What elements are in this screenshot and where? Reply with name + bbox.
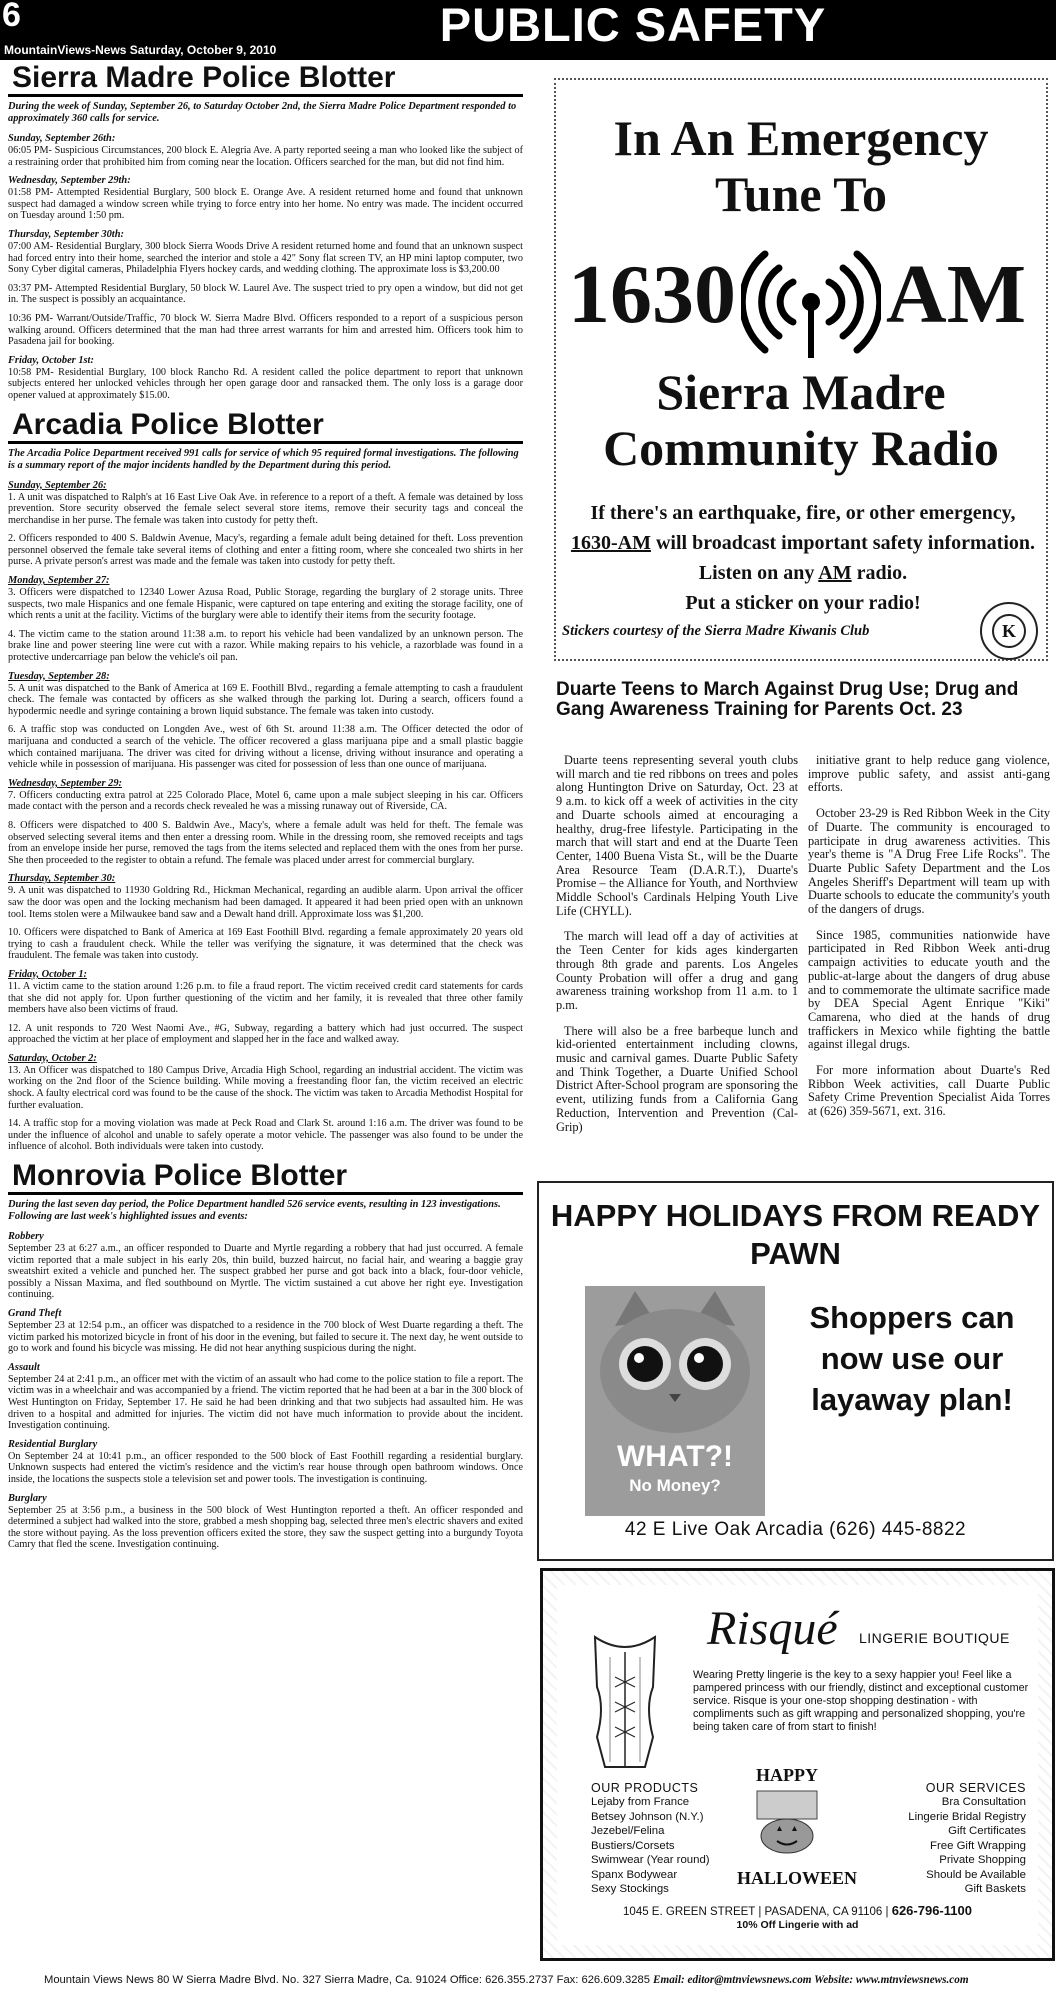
blotter-entry: 4. The victim came to the station around 11:38 a.m. to report his vehicle had been vandalized by an unknown person. The brake line and power steering line were cut with a razor. While making repairs to his vehicle, a razorblade was found in a protective undercarriage pan below the vehicle's oil pan. [8,628,523,664]
blotter-entry: 11. A victim came to the station around 1:26 p.m. to file a fraud report. The victim received credit card statements for cards that she did not apply for. Upon further questioning of the victim and her family, it is revealed that three other family members have also been victims of fraud. [8,980,523,1016]
blotter-entry: 10:36 PM- Warrant/Outside/Traffic, 70 block W. Sierra Madre Blvd. Officers responded to a report of a suspicious person walking around. Officers determined that the man had three arrest warrants for him and arrested him. Officers took him to Pasadena jail for booking. [8,312,523,348]
day-heading: Monday, September 27: [8,575,110,587]
corset-icon [575,1627,675,1777]
blotter-entry: 10:58 PM- Residential Burglary, 100 block Rancho Rd. A resident called the police department to report that unknown subjects entered her unlocked vehicles through her open garage door and ransacked them. The only loss is a garage door opener valued at approximately $15.00. [8,366,523,401]
monrovia-title: Monrovia Police Blotter [8,1160,523,1195]
product-item: Betsey Johnson (N.Y.) [591,1810,704,1823]
blotter-entry: September 23 at 12:54 p.m., an officer was dispatched to a residence in the 700 block of West Duarte regarding a theft. The victim parked his motorized bicycle in front of his door in the evening, but failed to secure it. The next day, he went outside to go to work and found his bicycle was missing. He did not hear anything suspicious during the night. [8,1320,523,1355]
product-item: Swimwear (Year round) [591,1854,710,1866]
article-paragraph: October 23-29 is Red Ribbon Week in the City of Duarte. The community is encouraged to participate in drug awareness activities. This year's theme is "A Drug Free Life Rocks". The Duarte Public Safety Department and the Los Angeles Sheriff's Department will team up with Duarte schools to educate the community's youth of the dangers of drugs. [808,806,1050,917]
products-list [591,1781,710,1897]
radio-tower-icon [741,242,881,362]
message-part: If there's an earthquake, fire, or other emergency, [590,502,1016,524]
day-heading: Wednesday, September 29: [8,777,122,789]
risque-address [557,1903,1038,1918]
risque-phone: 626-796-1100 [891,1903,972,1918]
blotter-entry: September 24 at 2:41 p.m., an officer met with the victim of an assault who had come to the police station to file a report. The victim was in a wheelchair and was accompanied by a friend. The victim reported that he had been at a bar in the 300 block of West Huntington on Friday, September 17. He said he had been drinking and that two subjects had assaulted him. He was driven to a hospital and admitted for injuries. The victim did not have much information to provide about the incident. Investigation continuing. [8,1373,523,1432]
dateline: MountainViews-News Saturday, October 9, 2010 [4,43,277,57]
blotter-entry: 03:37 PM- Attempted Residential Burglary, 50 block W. Laurel Ave. The suspect tried to pry open a window, but did not get in. The suspect is possibly an acquaintance. [8,282,523,306]
cat-caption-what: WHAT?! [616,1440,734,1473]
monrovia-blotter [8,1160,523,1551]
article-paragraph: For more information about Duarte's Red Ribbon Week activities, call Duarte Public Safety Crime Prevention Specialist Aida Torres at (626) 359-5671, ext. 316. [808,1063,1050,1119]
halloween-text: HALLOWEEN [737,1868,858,1888]
risque-logo: Risqué [707,1602,838,1655]
radio-ad-line1: In An Emergency [613,110,989,166]
blotter-entry: 12. A unit responds to 720 West Naomi Ave., #G, Subway, regarding a battery which had just occurred. The suspect approached the victim at her place of employment and slapped her in the face and walked away. [8,1022,523,1046]
risque-lingerie-ad [540,1568,1055,1961]
service-item: Gift Baskets [964,1883,1026,1895]
page-footer [0,1974,1056,1986]
services-heading: OUR SERVICES [925,1781,1026,1795]
incident-heading: Burglary [8,1492,47,1504]
cat-face-icon [585,1286,765,1436]
arcadia-intro: The Arcadia Police Department received 991 calls for service of which 95 required formal investigations. The following is a summary report of the major incidents handled by the Department during this period. [8,447,519,471]
sticker-credit: Stickers courtesy of the Sierra Madre Kiwanis Club [562,623,870,639]
pawn-address: 42 E Live Oak Arcadia (626) 445-8822 [624,1519,967,1540]
happy-text: HAPPY [756,1765,818,1785]
blotter-entry: 5. A unit was dispatched to the Bank of America at 169 E. Foothill Blvd., regarding a female attempting to cash a fraudulent check. The female was contacted by officers as she walked through the parking lot. During a search, officers found a hypodermic needle and syringe containing a brown liquid substance. The female was taken into custody. [8,682,523,717]
footer-contact: Email: editor@mtnviewsnews.com Website: www.mtnviewsnews.com [653,1974,969,1986]
radio-ad-message [566,498,1040,618]
blotter-entry: 10. Officers were dispatched to Bank of America at 169 East Foothill Blvd. regarding a female approximately 20 years old trying to cash a fraudulent check. While the teller was verifying the signature, it was determined that the check was fraudulent. The female was taken into custody. [8,927,523,962]
day-heading: Saturday, October 2: [8,1052,97,1064]
risque-discount: 10% Off Lingerie with ad [736,1919,859,1931]
article-paragraph: The march will lead off a day of activities at the Teen Center for kids ages kindergarten through 8th grade and parents. Los Angeles County Probation will offer a drug and gang awareness training workshop from 11 a.m. to 1 p.m. [556,929,798,1012]
radio-frequency: 1630 [568,248,736,341]
radio-band: AM [886,248,1026,341]
article-paragraph: Since 1985, communities nationwide have participated in Red Ribbon Week anti-drug campaign activities to educate youth and the public-at-large about the dangers of drug abuse and to commemorate the ultimate sacrifice made by DEA Special Agent Enrique "Kiki" Camarena, who died at the hands of drug traffickers in Mexico while fighting the battle against illegal drugs. [808,927,1050,1052]
duarte-column-1 [556,754,798,1146]
blotter-entry: 14. A traffic stop for a moving violation was made at Peck Road and Clark St. around 1:16 a.m. The driver was found to be under the influence of alcohol and unable to safely operate a motor vehicle. The passenger was also found to be under the influence of alcohol. Both individuals were taken into custody. [8,1118,523,1153]
kiwanis-letter: K [992,614,1026,648]
section-title: PUBLIC SAFETY [439,0,827,51]
product-item: Lejaby from France [591,1796,690,1808]
incident-heading: Grand Theft [8,1308,62,1319]
sierra-madre-title: Sierra Madre Police Blotter [8,62,523,97]
risque-street: 1045 E. GREEN STREET | PASADENA, CA 91106 | [623,1906,892,1918]
blotter-entry: 9. A unit was dispatched to 11930 Goldring Rd., Hickman Mechanical, regarding an audible alarm. Upon arrival the officer saw the door was open and the locking mechanism had been damaged. It appeared it had been pried open with an unknown tool. Items stolen were a Milwaukee band saw and a Dewalt hand drill. Approximate loss was $1,200. [8,885,523,920]
service-item: Should be Available [926,1868,1026,1881]
cat-caption-money: No Money? [629,1476,721,1495]
pawn-ad-title: HAPPY HOLIDAYS FROM READY PAWN [550,1198,1041,1271]
message-part: radio. [851,562,908,584]
service-item: Bra Consultation [941,1796,1026,1808]
masthead [0,0,1056,60]
left-column [8,62,523,1558]
pumpkin-icon [747,1786,827,1856]
risque-ad-body [557,1585,1038,1945]
arcadia-title: Arcadia Police Blotter [8,409,523,444]
service-item: Free Gift Wrapping [929,1839,1026,1852]
article-paragraph: initiative grant to help reduce gang violence, improve public safety, and assist anti-gang efforts. [808,753,1050,795]
article-paragraph: Duarte teens representing several youth clubs will march and tie red ribbons on trees and poles along Huntington Drive on Saturday, Oct. 23 at 9 a.m. to kick off a week of activities in the city and Duarte schools aimed at encouraging a healthy, drug-free lifestyle. Participating in the march that will start and end at the Duarte Teen Center, 1400 Buena Vista St., will be the Duarte Area Resource Team (D.A.R.T.), Duarte's Promise – the Alliance for Youth, and Northview Middle School's Cardinals Helping Youth Live Life (CHYLL). [556,753,798,918]
message-frequency: 1630-AM [570,532,651,554]
duarte-column-2 [808,754,1050,1131]
day-heading: Tuesday, September 28: [8,670,110,682]
blotter-entry: September 23 at 6:27 a.m., an officer responded to Duarte and Myrtle regarding a robbery that had just occurred. A female victim reported that a male subject in his early 20s, thin build, buzzed haircut, no facial hair, and wearing a baggie gray sweatshirt exited a vehicle and punched her. The suspect grabbed her purse and got back into a black, four-door vehicle, possibly a Nissan Maxima, and fled southbound on Myrtle. The victim sustained a cut above her right eye. Investigation continuing. [8,1243,523,1301]
day-heading: Friday, October 1: [8,968,87,980]
blotter-entry: 07:00 AM- Residential Burglary, 300 block Sierra Woods Drive A resident returned home and found that an unknown suspect had forced entry into their home, searched the interior and stole a 42" Sony flat screen TV, an HP mini laptop computer, two Sony Cyber digital cameras, Philadelphia Flyers hockey cards, and wedding clothing. The approximate loss is $3,200.00 [8,240,523,276]
kiwanis-logo [980,602,1038,660]
product-item: Bustiers/Corsets [591,1839,675,1852]
incident-heading: Assault [8,1361,40,1373]
day-heading: Sunday, September 26th: [8,133,116,144]
footer-address: Mountain Views News 80 W Sierra Madre Blvd. No. 327 Sierra Madre, Ca. 91024 Office: 626.355.2737 Fax: 626.609.3285 [44,1974,654,1986]
arcadia-blotter [8,409,523,1154]
sierra-madre-blotter [8,62,523,402]
message-part: will broadcast important safety information. Listen on any [650,532,1036,584]
blotter-entry: 1. A unit was dispatched to Ralph's at 16 East Live Oak Ave. in reference to a report of a theft. A female was detained by loss prevention. Store security observed the female select several store items, remove their security tags and conceal the merchandise in her purse. The female was taken into custody for petty theft. [8,491,523,526]
radio-ad-heading [556,110,1046,222]
blotter-entry: 06:05 PM- Suspicious Circumstances, 200 block E. Alegria Ave. A party reported seeing a man who looked like the subject of a restraining order that prohibited him from coming near the location. Officers searched for the man, but did not find him. [8,145,523,168]
blotter-entry: 3. Officers were dispatched to 12340 Lower Azusa Road, Public Storage, regarding the burglary of 2 storage units. Three suspects, two male Hispanics and one female Hispanic, were captured on tape entering and exiting the storage facility, one of which rents a unit at the facility. Victims of the burglary were able to identify their items from the security footage. [8,587,523,622]
duarte-headline: Duarte Teens to March Against Drug Use; Drug and Gang Awareness Training for Parents Oct. 23 [556,679,1019,720]
blotter-entry: 6. A traffic stop was conducted on Longden Ave., west of 6th St. around 11:38 a.m. The Officer detected the odor of marijuana and conducted a search of the vehicle. The officer recovered a glass marijuana pipe and a small plastic baggie which contained marijuana. The driver was cited for driving without a license, driving without insurance and operating a vehicle while in possession of marijuana. His passenger was cited for possession of less than one ounce of marijuana. [8,724,523,771]
blotter-entry: 7. Officers conducting extra patrol at 225 Colorado Place, Motel 6, came upon a male subject sleeping in his car. Officers made contact with the person and a records check revealed he was a missing runaway out of Riverside, CA. [8,789,523,813]
service-item: Gift Certificates [948,1825,1026,1837]
day-heading: Friday, October 1st: [8,354,94,366]
products-heading: OUR PRODUCTS [591,1781,699,1795]
message-sticker: Put a sticker on your radio! [685,592,921,614]
product-item: Jezebel/Felina [591,1825,665,1837]
blotter-entry: 13. An Officer was dispatched to 180 Campus Drive, Arcadia High School, regarding an industrial accident. The victim was working on the 2nd floor of the Science building. While moving a freestanding floor fan, the victim received an electric shock. A faulty electrical cord was found to be the cause of the shock. The victim was taken to Arcadia Methodist Hospital for further evaluation. [8,1064,523,1111]
station-name-line1: Sierra Madre [656,364,946,420]
ready-pawn-ad [537,1181,1054,1561]
incident-heading: Residential Burglary [8,1438,98,1450]
day-heading: Thursday, September 30: [8,873,116,885]
monrovia-intro: During the last seven day period, the Police Department handled 526 service events, resulting in 123 investigations. Following are last week's highlighted issues and events: [8,1199,501,1223]
blotter-entry: On September 24 at 10:41 p.m., an officer responded to the 500 block of East Foothill regarding a residential burglary. Unknown suspects had entered the victim's residence and the victim's rear house through open bathroom windows. Once inside, the locations the suspects stole a television set and power tools. The investigation is continuing. [8,1450,523,1485]
sierra-madre-intro: During the week of Sunday, September 26, to Saturday October 2nd, the Sierra Madre Police Department responded to approximately 360 calls for service. [8,101,517,124]
blotter-entry: 8. Officers were dispatched to 400 S. Baldwin Ave., Macy's, where a female adult was held for theft. The female was observed selecting several items and then enter a dressing room. While in the dressing room, she removed receipts and tags from an envelope inside her purse, removed the tags from the items selected and replaced them with the ones from her purse. She then proceeded to the register to obtain a refund. The female was placed under arrest for commercial burglary. [8,819,523,866]
layaway-promo: Shoppers can now use our layaway plan! [809,1300,1015,1417]
station-name-line2: Community Radio [603,420,999,476]
services-list [908,1781,1026,1897]
product-item: Spanx Bodywear [591,1868,678,1881]
risque-blurb: Wearing Pretty lingerie is the key to a sexy happier you! Feel like a pampered princess with our friendly, distinct and exceptional customer service. Risque is your one-stop shopping destination - with compliments such as gift wrapping and personalized shopping, you're being taken care of from start to finish! [693,1669,1029,1733]
product-item: Sexy Stockings [591,1883,669,1895]
blotter-entry: 2. Officers responded to 400 S. Baldwin Avenue, Macy's, regarding a female adult being detained for theft. Loss prevention personnel observed the female take several items of clothing and enter a fitting room, where she concealed two shirts in her purse. A private person's arrest was made and the female was taken into custody for petty theft. [8,533,523,568]
service-item: Lingerie Bridal Registry [908,1810,1026,1823]
article-paragraph: There will also be a free barbeque lunch and kid-oriented entertainment including clowns, music and carnival games. Duarte Public Safety and Think Together, a Duarte Unified School District After-School program are sponsoring the event, utilizing funds from a California Gang Reduction, Intervention and Prevention (Cal-Grip) [556,1023,798,1134]
radio-ad-line2: Tune To [715,166,887,222]
page-number: 6 [2,0,21,34]
message-am: AM [818,562,852,584]
risque-tagline: LINGERIE BOUTIQUE [859,1630,1010,1646]
cat-photo [585,1286,765,1516]
blotter-entry: 01:58 PM- Attempted Residential Burglary, 500 block E. Orange Ave. A resident returned home and found that unknown suspect had damaged a window screen while trying to force entry into her home. No entry was made. The incident occurred on Tuesday around 1:50 pm. [8,187,523,222]
day-heading: Wednesday, September 29th: [8,175,131,187]
blotter-entry: September 25 at 3:56 p.m., a business in the 500 block of West Huntington reported a theft. An officer responded and determined a subject had walked into the store, grabbed a mesh shopping bag, selected three men's electric shavers and exited the store without paying. As the loss prevention officers exited the store, they saw the suspect getting into a burgundy Toyota Camry that fled the scene. Investigation continuing. [8,1504,523,1551]
day-heading: Sunday, September 26: [8,479,107,491]
station-name [556,364,1046,476]
day-heading: Thursday, September 30th: [8,228,124,240]
incident-heading: Robbery [8,1231,44,1243]
service-item: Private Shopping [939,1854,1026,1866]
halloween-graphic [737,1765,858,1889]
emergency-radio-ad [554,78,1048,661]
